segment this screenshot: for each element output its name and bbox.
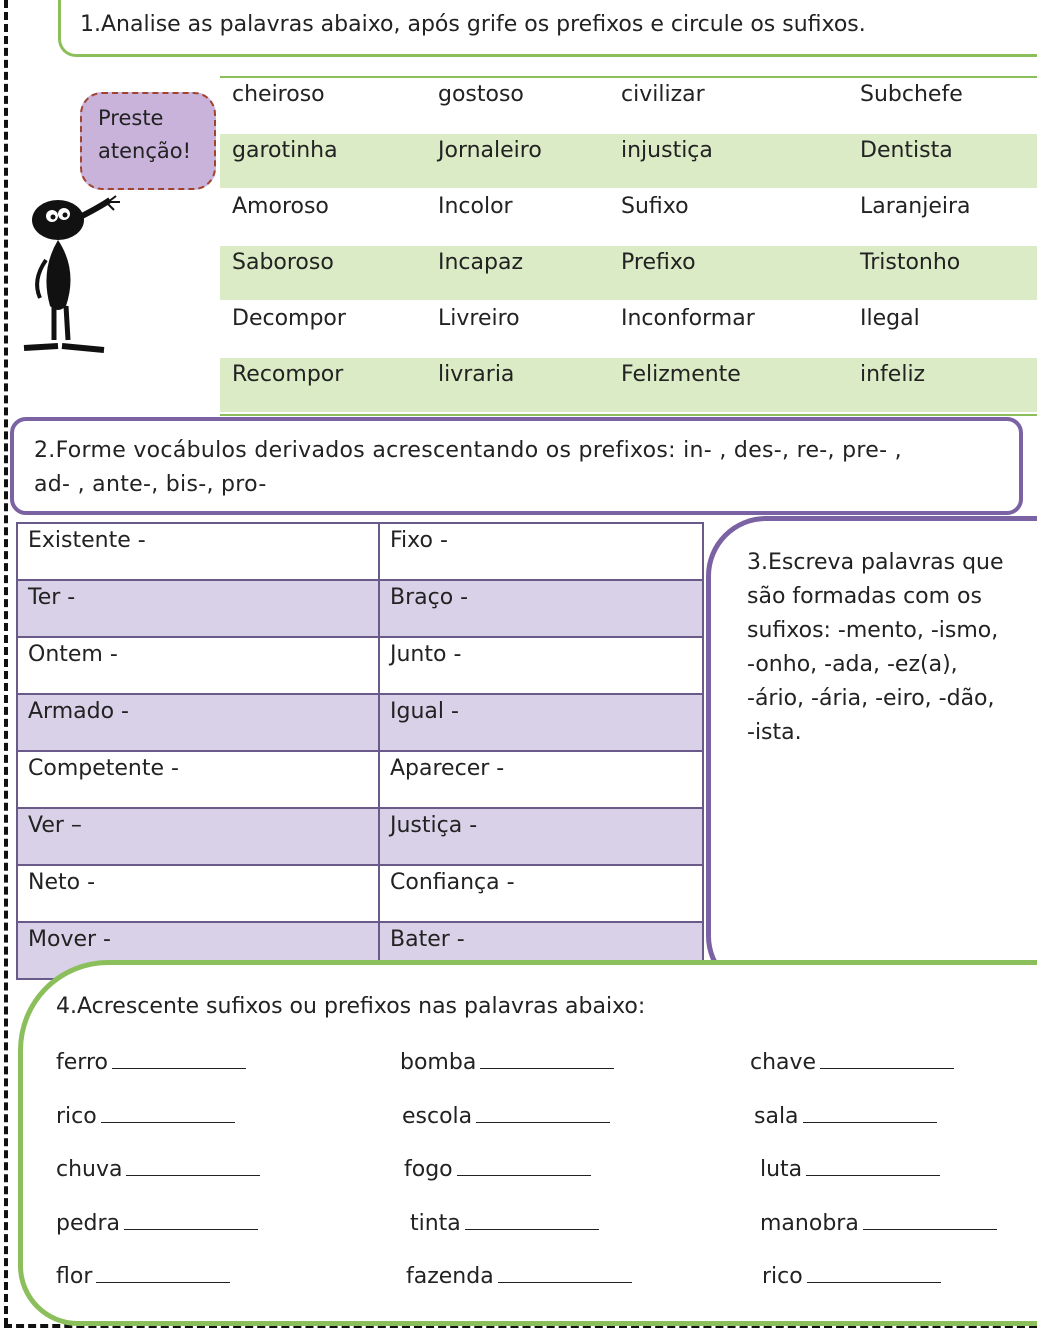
prefix-table-row [18,752,702,809]
answer-blank[interactable] [807,1262,941,1283]
answer-blank[interactable] [126,1155,260,1176]
base-word: flor [56,1264,93,1289]
prefix-word-cell[interactable]: Existente - [28,528,146,553]
prefix-word-cell[interactable]: Ter - [28,585,76,610]
fill-in-item [410,1209,599,1236]
base-word: luta [760,1157,803,1182]
word-cell: Prefixo [621,250,696,275]
word-cell: Jornaleiro [438,138,542,163]
prefix-word-cell[interactable]: Bater - [390,927,465,952]
fill-in-item [750,1048,954,1075]
word-cell: Inconformar [621,306,755,331]
fill-in-item [56,1155,260,1182]
word-cell: Decompor [232,306,346,331]
base-word: escola [402,1104,473,1129]
section2-instructions [34,434,1014,502]
answer-blank[interactable] [863,1209,997,1230]
section3-line: -ário, -ária, -eiro, -dão, [747,686,995,711]
base-word: fazenda [406,1264,494,1289]
word-cell: infeliz [860,362,926,387]
answer-blank[interactable] [457,1155,591,1176]
section3-line: são formadas com os [747,584,982,609]
base-word: sala [754,1104,799,1129]
section2-line-1: 2.Forme vocábulos derivados acrescentando os prefixos: in- , des-, re-, pre- , [34,438,902,463]
prefix-word-cell[interactable]: Ver – [28,813,82,838]
section3-line: -ista. [747,720,802,745]
section2-line-2: ad- , ante-, bis-, pro- [34,472,267,497]
prefix-word-cell[interactable]: Junto - [390,642,462,667]
section3-line: 3.Escreva palavras que [747,550,1004,575]
left-dashed-border [4,0,8,1326]
fill-in-item [56,1262,230,1289]
prefix-table-row [18,638,702,695]
answer-blank[interactable] [498,1262,632,1283]
prefix-table-row [18,809,702,866]
word-table-1 [220,76,1037,416]
fill-in-item [402,1102,610,1129]
answer-blank[interactable] [101,1102,235,1123]
prefix-word-cell[interactable]: Aparecer - [390,756,505,781]
word-cell: Livreiro [438,306,520,331]
word-cell: Saboroso [232,250,334,275]
word-cell: garotinha [232,138,338,163]
prefix-word-cell[interactable]: Confiança - [390,870,515,895]
word-cell: cheiroso [232,82,325,107]
base-word: rico [762,1264,803,1289]
prefix-word-cell[interactable]: Ontem - [28,642,118,667]
base-word: tinta [410,1211,461,1236]
answer-blank[interactable] [806,1155,940,1176]
fill-in-item [56,1048,246,1075]
word-table-1-row [220,78,1037,134]
attention-bubble-text [98,102,191,168]
fill-in-item [56,1102,235,1129]
prefix-table [16,522,704,980]
answer-blank[interactable] [465,1209,599,1230]
fill-in-item [404,1155,591,1182]
base-word: ferro [56,1050,108,1075]
word-cell: Sufixo [621,194,689,219]
section3-line: -onho, -ada, -ez(a), [747,652,958,677]
word-cell: Laranjeira [860,194,971,219]
base-word: rico [56,1104,97,1129]
word-table-1-row [220,190,1037,246]
prefix-word-cell[interactable]: Competente - [28,756,179,781]
base-word: chave [750,1050,817,1075]
prefix-table-row [18,866,702,923]
word-cell: livraria [438,362,515,387]
section4-title: 4.Acrescente sufixos ou prefixos nas palavras abaixo: [56,994,646,1019]
word-cell: Tristonho [860,250,961,275]
word-cell: injustiça [621,138,713,163]
prefix-word-cell[interactable]: Fixo - [390,528,448,553]
word-cell: Incapaz [438,250,524,275]
answer-blank[interactable] [480,1048,614,1069]
bubble-line-2: atenção! [98,139,192,163]
word-cell: civilizar [621,82,705,107]
answer-blank[interactable] [820,1048,954,1069]
fill-in-item [762,1262,941,1289]
fill-in-item [406,1262,632,1289]
fill-in-item [754,1102,937,1129]
word-table-1-row [220,302,1037,358]
word-cell: Ilegal [860,306,920,331]
section3-line: sufixos: -mento, -ismo, [747,618,999,643]
fill-in-item [760,1155,940,1182]
word-cell: Incolor [438,194,513,219]
prefix-word-cell[interactable]: Braço - [390,585,469,610]
word-cell: Dentista [860,138,953,163]
column-divider [378,638,380,693]
prefix-word-cell[interactable]: Neto - [28,870,96,895]
prefix-table-row [18,581,702,638]
base-word: manobra [760,1211,859,1236]
answer-blank[interactable] [124,1209,258,1230]
section1-title: 1.Analise as palavras abaixo, após grife os prefixos e circule os sufixos. [80,12,866,37]
word-cell: gostoso [438,82,524,107]
section3-instructions [747,546,1037,750]
prefix-word-cell[interactable]: Mover - [28,927,111,952]
column-divider [378,866,380,921]
prefix-word-cell[interactable]: Justiça - [390,813,478,838]
base-word: pedra [56,1211,120,1236]
base-word: chuva [56,1157,123,1182]
column-divider [378,695,380,750]
column-divider [378,581,380,636]
prefix-word-cell[interactable]: Igual - [390,699,459,724]
answer-blank[interactable] [803,1102,937,1123]
word-table-1-row [220,358,1037,414]
fill-in-item [56,1209,258,1236]
prefix-table-row [18,524,702,581]
fill-in-item [400,1048,614,1075]
bubble-line-1: Preste [98,106,164,130]
word-cell: Subchefe [860,82,963,107]
column-divider [378,524,380,579]
word-cell: Recompor [232,362,344,387]
fill-in-item [760,1209,997,1236]
base-word: bomba [400,1050,477,1075]
answer-blank[interactable] [96,1262,230,1283]
word-cell: Amoroso [232,194,329,219]
answer-blank[interactable] [112,1048,246,1069]
column-divider [378,752,380,807]
answer-blank[interactable] [476,1102,610,1123]
base-word: fogo [404,1157,453,1182]
word-table-1-row [220,134,1037,190]
stick-figure-illustration [18,190,138,360]
prefix-word-cell[interactable]: Armado - [28,699,129,724]
word-cell: Felizmente [621,362,741,387]
prefix-table-row [18,695,702,752]
column-divider [378,809,380,864]
word-table-1-row [220,246,1037,302]
